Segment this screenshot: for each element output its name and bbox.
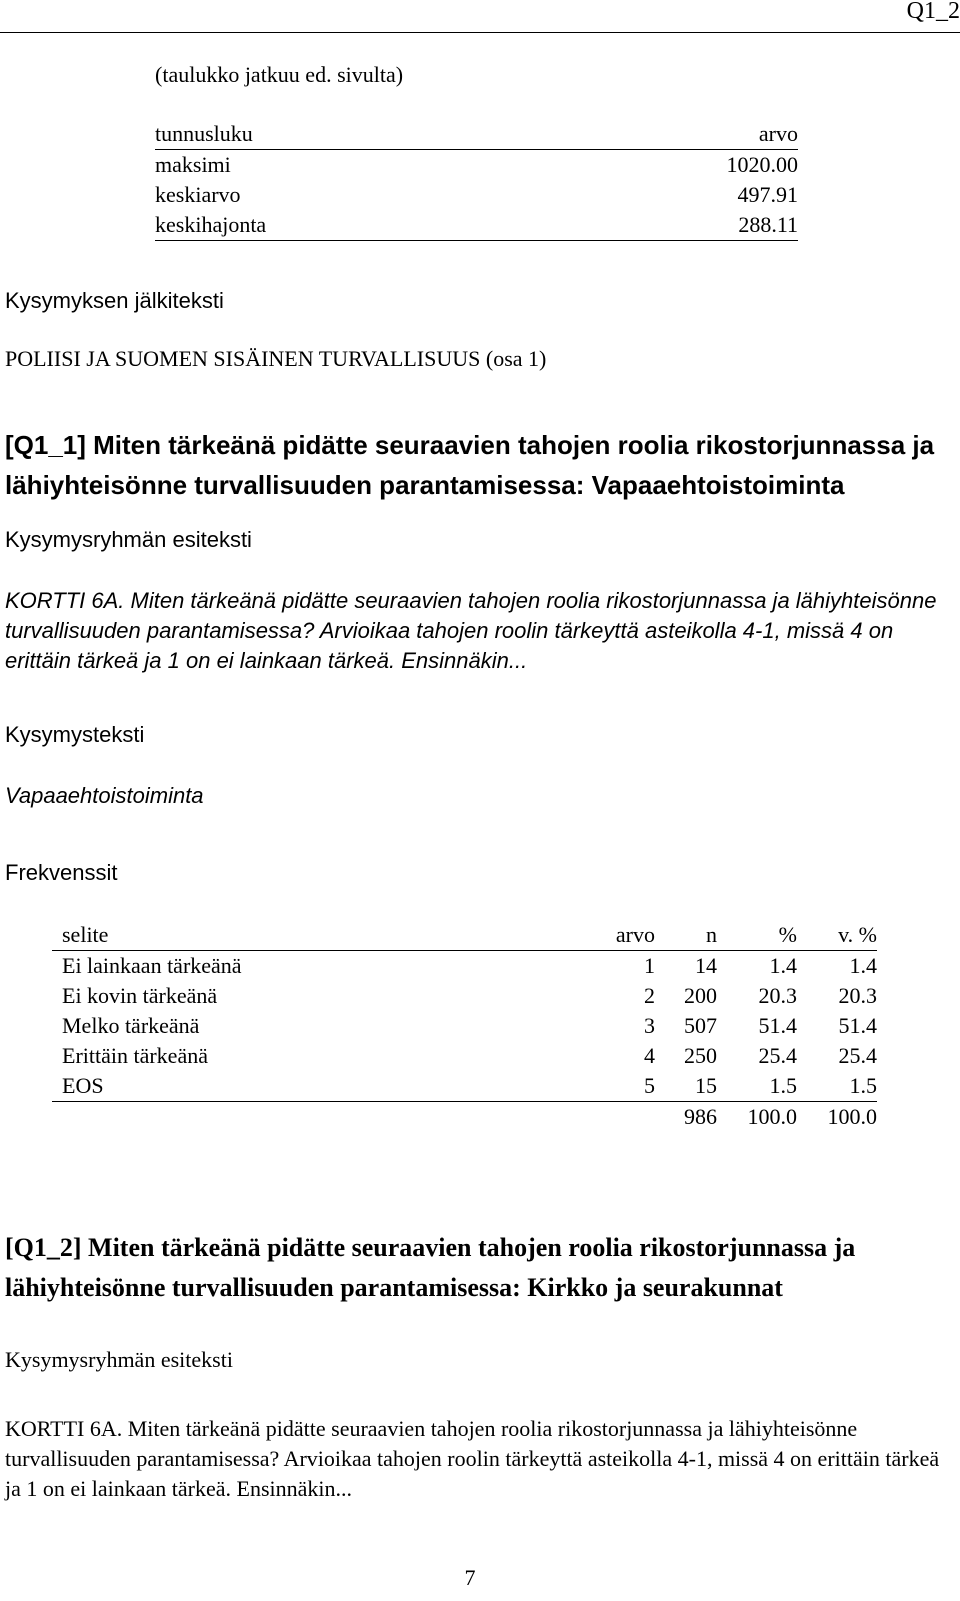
freq-cell: 1.4 [849,953,877,978]
freq-total-cell [52,1102,607,1133]
freq-cell: Ei kovin tärkeänä [62,983,218,1008]
q1-1-question-label: Kysymysteksti [5,722,145,747]
freq-cell: Ei lainkaan tärkeänä [62,953,242,978]
table-row [52,951,877,982]
stats-cell: 497.91 [737,182,798,207]
freq-total-cell: 100.0 [827,1104,877,1129]
stats-cell: keskihajonta [155,212,267,237]
freq-cell: 25.4 [758,1043,797,1068]
running-header [0,0,960,33]
post-text-label: Kysymyksen jälkiteksti [5,288,224,313]
table-row [155,150,798,181]
totals-row [52,1102,877,1133]
freq-header-cell: n [706,922,717,947]
table-row [52,1071,877,1102]
q1-2-title: [Q1_2] Miten tärkeänä pidätte seuraavien tahojen roolia rikostorjunnassa ja lähiyhteisönne turvallisuuden parantamisessa: Kirkko ja seurakunnat [5,1233,856,1302]
continuation-note: (taulukko jatkuu ed. sivulta) [155,62,404,87]
stats-cell: 1020.00 [726,152,798,177]
q1-2-group-text: KORTTI 6A. Miten tärkeänä pidätte seuraavien tahojen roolia rikostorjunnassa ja lähiyhteisönne turvallisuuden parantamisessa? Arvioikaa tahojen roolin tärkeyttä asteikolla 4-1, missä 4 on erittäin tärkeä ja 1 on ei lainkaan tärkeä. Ensinnäkin... [5,1416,940,1501]
q1-1-group-label: Kysymysryhmän esiteksti [5,527,252,552]
q1-1-question-text: Vapaaehtoistoiminta [5,783,204,808]
table-row [52,1041,877,1071]
table-row [52,981,877,1011]
freq-cell: Melko tärkeänä [62,1013,200,1038]
frequency-table [52,920,877,1132]
freq-total-cell [607,1102,655,1133]
freq-cell: 1.5 [769,1073,797,1098]
table-row [52,1011,877,1041]
q1-1-freq-label: Frekvenssit [5,860,118,885]
freq-header-cell: selite [62,922,109,947]
stats-cell: 288.11 [738,212,798,237]
stats-table [155,119,798,241]
freq-cell: 15 [695,1073,717,1098]
q1-2-group-label: Kysymysryhmän esiteksti [5,1347,233,1372]
freq-cell: 51.4 [838,1013,877,1038]
page-number: 7 [464,1565,476,1590]
freq-cell: 51.4 [758,1013,797,1038]
freq-header-cell: arvo [615,922,655,947]
freq-table-header-row [52,920,877,951]
running-header-text: Q1_2 [906,0,960,24]
freq-cell: Erittäin tärkeänä [62,1043,208,1068]
freq-total-cell: 986 [684,1104,717,1129]
freq-cell: 1 [644,953,655,978]
freq-cell: 1.5 [849,1073,877,1098]
q1-1-group-text: KORTTI 6A. Miten tärkeänä pidätte seuraavien tahojen roolia rikostorjunnassa ja lähiyhteisönne turvallisuuden parantamisessa? Arvioikaa tahojen roolin tärkeyttä asteikolla 4-1, missä 4 on erittäin tärkeä ja 1 on ei lainkaan tärkeä. Ensinnäkin... [5,588,937,673]
stats-table-header-row [155,119,798,150]
stats-cell: maksimi [155,152,231,177]
freq-cell: 2 [644,983,655,1008]
freq-cell: 250 [684,1043,717,1068]
q1-1-title: [Q1_1] Miten tärkeänä pidätte seuraavien tahojen roolia rikostorjunnassa ja lähiyhteisönne turvallisuuden parantamisessa: Vapaaehtoistoiminta [5,430,935,500]
freq-cell: 4 [644,1043,655,1068]
freq-cell: EOS [62,1073,104,1098]
freq-cell: 200 [684,983,717,1008]
freq-total-cell: 100.0 [747,1104,797,1129]
post-text: POLIISI JA SUOMEN SISÄINEN TURVALLISUUS (osa 1) [5,346,547,371]
stats-cell: keskiarvo [155,182,241,207]
freq-cell: 3 [644,1013,655,1038]
freq-cell: 20.3 [758,983,797,1008]
freq-cell: 1.4 [769,953,797,978]
freq-cell: 25.4 [838,1043,877,1068]
freq-header-cell: v. % [838,922,877,947]
stats-header-cell: tunnusluku [155,121,253,146]
freq-cell: 14 [695,953,717,978]
stats-header-cell: arvo [758,121,798,146]
freq-cell: 5 [644,1073,655,1098]
table-row [155,210,798,241]
table-row [155,180,798,210]
freq-cell: 20.3 [838,983,877,1008]
freq-cell: 507 [684,1013,717,1038]
freq-header-cell: % [778,922,797,947]
